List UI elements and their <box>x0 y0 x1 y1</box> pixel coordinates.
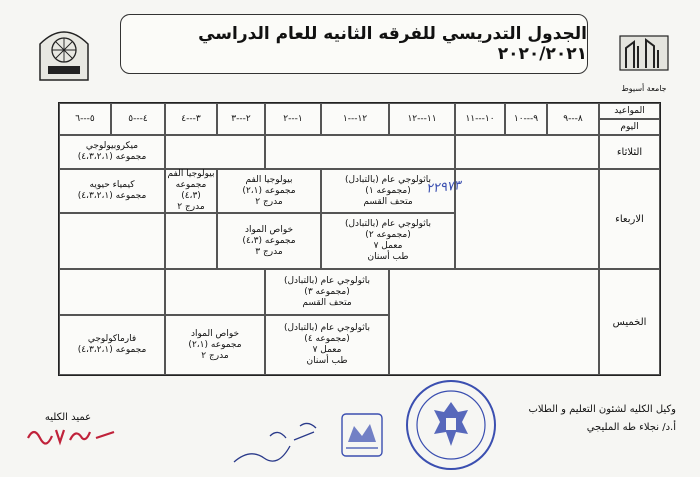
wed-bio34-line1: بيولوجيا الفم <box>167 169 215 179</box>
title-box <box>120 14 588 74</box>
vice-dean-title: وكيل الكليه لشئون التعليم و الطلاب <box>528 404 676 415</box>
wed-mat-line1: خواص المواد <box>244 224 294 235</box>
wed-path2-line4: طب أسنان <box>367 252 409 262</box>
small-stamp <box>340 412 384 462</box>
wed-bio12-line2: مجموعه (٢،١) <box>242 185 296 196</box>
official-seal <box>404 378 498 476</box>
time-slot-8-9: ٨---٩ <box>547 103 599 135</box>
day-thursday: الخميس <box>599 269 660 375</box>
wed-path1-line1: باثولوجي عام (بالتبادل) <box>345 174 431 185</box>
wednesday-oral-biology-34 <box>165 169 217 213</box>
thursday-pathology-group3 <box>265 269 389 315</box>
wed-biochem-line2: مجموعه (٤،٣،٢،١) <box>77 191 147 201</box>
dean-signature <box>24 424 122 450</box>
wednesday-oral-biology-12 <box>217 169 321 213</box>
faculty-logo <box>36 20 92 86</box>
dean-title: عميد الكليه <box>44 412 92 423</box>
wed-bio12-line1: بيولوجيا الفم <box>245 174 293 185</box>
tuesday-empty-afternoon <box>165 135 265 169</box>
wed-path1-line3: متحف القسم <box>363 196 413 207</box>
wednesday-empty-last <box>59 213 165 269</box>
vice-dean-name: أ.د/ نجلاء طه المليجي <box>586 422 676 433</box>
header-day: اليوم <box>599 119 660 135</box>
university-logo-text: جامعة أسيوط <box>621 84 667 93</box>
thu-path4-line3: معمل ٧ <box>312 345 342 355</box>
time-slot-10-11: ١٠---١١ <box>455 103 505 135</box>
tuesday-empty-morning <box>455 135 599 169</box>
wed-path2-line3: معمل ٧ <box>373 241 403 251</box>
thu-path3-line3: متحف القسم <box>302 297 352 308</box>
tue-micro-line2: مجموعه (٤،٣،٢،١) <box>77 152 147 162</box>
time-slot-9-10: ٩---١٠ <box>505 103 547 135</box>
university-logo <box>616 34 672 93</box>
header-times: المواعيد <box>599 103 660 119</box>
thu-path4-line2: (مجموعه ٤) <box>304 334 350 344</box>
tue-micro-line1: ميكروبيولوجي <box>85 141 139 151</box>
tuesday-microbiology <box>59 135 165 169</box>
handwritten-mark: ٢٢٩٧٣ <box>425 178 462 197</box>
wed-path2-line1: باثولوجي عام (بالتبادل) <box>345 219 431 229</box>
wednesday-pathology-group2 <box>321 213 455 269</box>
thu-path3-line1: باثولوجي عام (بالتبادل) <box>284 275 370 286</box>
wed-mat-line2: مجموعه (٤،٣) <box>242 235 296 246</box>
thursday-empty-early <box>389 269 599 375</box>
thu-mat-line3: مدرج ٢ <box>201 350 229 361</box>
time-slot-4-5: ٤---٥ <box>111 103 165 135</box>
thursday-dental-materials <box>165 315 265 375</box>
time-slot-11-12: ١١---١٢ <box>389 103 455 135</box>
time-slot-12-1: ١٢---١ <box>321 103 389 135</box>
thu-path4-line1: باثولوجي عام (بالتبادل) <box>284 323 370 333</box>
time-slot-2-3: ٢---٣ <box>217 103 265 135</box>
tuesday-empty-midday <box>265 135 455 169</box>
thu-mat-line2: مجموعه (٢،١) <box>188 339 242 350</box>
time-slot-1-2: ١---٢ <box>265 103 321 135</box>
wednesday-dental-materials <box>217 213 321 269</box>
wed-bio34-line3: مدرج ٢ <box>177 202 205 212</box>
wednesday-empty-early <box>455 169 599 269</box>
thursday-empty-last <box>59 269 165 315</box>
blue-signature <box>230 418 340 472</box>
thursday-empty-mid <box>165 269 265 315</box>
thu-pharma-line1: فارماكولوجي <box>87 334 137 344</box>
wed-bio12-line3: مدرج ٢ <box>255 196 283 207</box>
time-slot-3-4: ٣---٤ <box>165 103 217 135</box>
wed-biochem-line1: كيمياء حيويه <box>89 180 135 190</box>
wed-bio34-line2: مجموعه (٤،٣) <box>175 180 207 201</box>
thu-mat-line1: خواص المواد <box>190 328 240 339</box>
time-slot-5-6: ٥---٦ <box>59 103 111 135</box>
wednesday-biochemistry <box>59 169 165 213</box>
wed-mat-line3: مدرج ٣ <box>255 246 283 257</box>
wednesday-empty-late <box>165 213 217 269</box>
thu-path3-line2: (مجموعه ٣) <box>304 286 350 297</box>
thu-pharma-line2: مجموعه (٤،٣،٢،١) <box>77 345 147 355</box>
thu-path4-line4: طب أسنان <box>306 356 348 366</box>
day-tuesday: الثلاثاء <box>599 135 660 169</box>
thursday-pathology-group4 <box>265 315 389 375</box>
thursday-pharmacology <box>59 315 165 375</box>
day-wednesday: الاربعاء <box>599 169 660 269</box>
wed-path1-line2: (مجموعه ١) <box>365 185 411 196</box>
page-title: الجدول التدريسي للفرقه الثانيه للعام الدراسي ٢٠٢٠/٢٠٢١ <box>198 24 587 64</box>
schedule-table <box>58 102 661 376</box>
wed-path2-line2: (مجموعه ٢) <box>365 230 411 240</box>
